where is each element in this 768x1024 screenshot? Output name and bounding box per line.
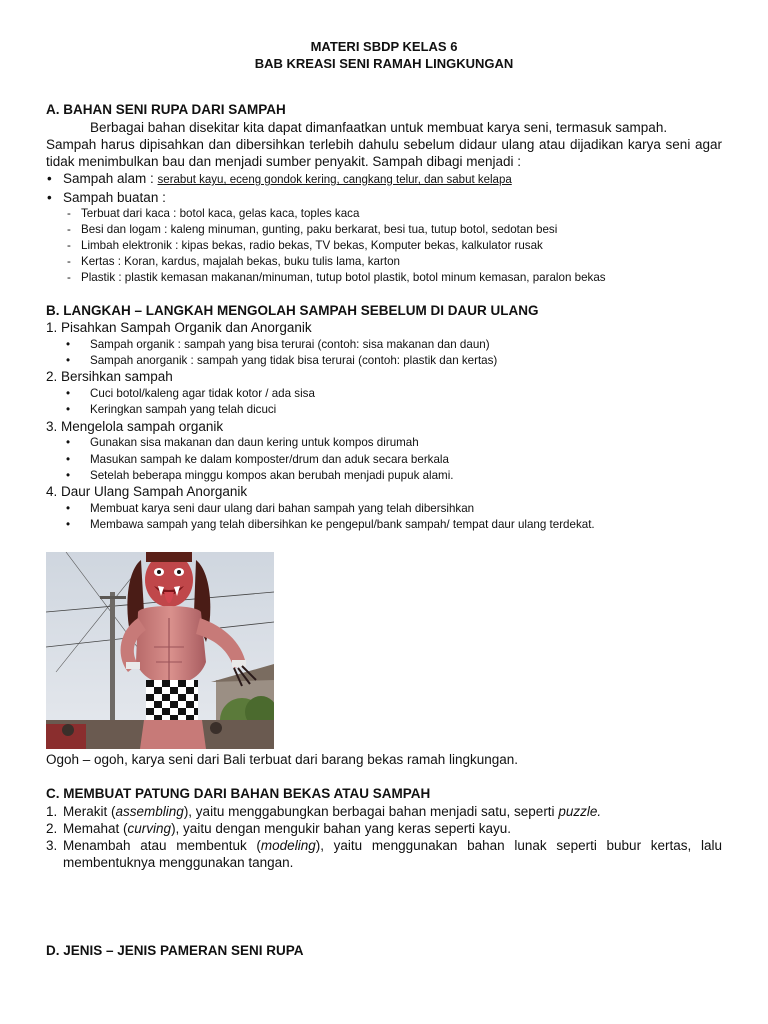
sampah-alam-items: serabut kayu, eceng gondok kering, cangkang telur, dan sabut kelapa <box>157 174 512 186</box>
ogoh-ogoh-photo <box>46 552 274 749</box>
method-item <box>46 820 722 837</box>
method-text: Menambah atau membentuk ( <box>63 837 261 853</box>
document-title-line2: BAB KREASI SENI RAMAH LINGKUNGAN <box>254 56 514 71</box>
method-text: ), yaitu dengan mengukir bahan yang keras seperti kayu. <box>171 820 512 836</box>
section-b-heading: B. LANGKAH – LANGKAH MENGOLAH SAMPAH SEBELUM DI DAUR ULANG <box>46 303 539 318</box>
method-number: 1. <box>46 803 58 819</box>
step-item: • Masukan sampah ke dalam komposter/drum dan aduk secara berkala <box>46 452 722 468</box>
sampah-buatan-item: - Plastik : plastik kemasan makanan/minuman, tutup botol plastik, botol minum kemasan, paralon bekas <box>46 270 722 286</box>
method-number: 2. <box>46 820 58 836</box>
step-item: • Keringkan sampah yang telah dicuci <box>46 402 722 418</box>
sampah-buatan-item: - Limbah elektronik : kipas bekas, radio bekas, TV bekas, Komputer bekas, kalkulator rusak <box>46 238 722 254</box>
ogoh-ogoh-illustration <box>46 552 274 749</box>
step-item: • Sampah organik : sampah yang bisa terurai (contoh: sisa makanan dan daun) <box>46 337 722 353</box>
step-title: 1. Pisahkan Sampah Organik dan Anorganik <box>46 320 312 335</box>
document-title-line1: MATERI SBDP KELAS 6 <box>310 39 458 54</box>
method-text: ), yaitu menggabungkan berbagai bahan menjadi satu, seperti <box>183 803 559 819</box>
sampah-alam-label: Sampah alam : <box>63 171 158 186</box>
method-item <box>46 803 722 820</box>
section-d-heading: D. JENIS – JENIS PAMERAN SENI RUPA <box>46 942 304 958</box>
step-item: • Membawa sampah yang telah dibersihkan ke pengepul/bank sampah/ tempat daur ulang terdekat. <box>46 517 722 533</box>
photo-caption: Ogoh – ogoh, karya seni dari Bali terbuat dari barang bekas ramah lingkungan. <box>46 751 519 767</box>
method-item <box>46 837 722 871</box>
sampah-buatan-item: - Besi dan logam : kaleng minuman, gunting, paku berkarat, besi tua, tutup botol, sedotan besi <box>46 222 722 238</box>
step-title: 4. Daur Ulang Sampah Anorganik <box>46 484 248 500</box>
method-term: modeling <box>260 837 316 853</box>
method-number: 3. <box>46 837 58 853</box>
step-title: 2. Bersihkan sampah <box>46 369 173 385</box>
section-a-paragraph-1: Berbagai bahan disekitar kita dapat dimanfaatkan untuk membuat karya seni, termasuk sampah. <box>90 120 668 135</box>
method-term: curving <box>127 820 172 836</box>
method-text: Memahat ( <box>63 820 128 836</box>
step-title: 3. Mengelola sampah organik <box>46 418 224 434</box>
method-term: assembling <box>115 803 184 819</box>
step-item: • Sampah anorganik : sampah yang tidak bisa terurai (contoh: plastik dan kertas) <box>46 353 722 369</box>
section-a-paragraph-2: Sampah harus dipisahkan dan dibersihkan terlebih dahulu sebelum didaur ulang atau dijadikan karya seni agar tidak menimbulkan bau dan menjadi sumber penyakit. Sampah dibagi menjadi : <box>46 137 722 169</box>
method-term: puzzle. <box>558 803 602 819</box>
step-item: • Setelah beberapa minggu kompos akan berubah menjadi pupuk alami. <box>46 468 722 484</box>
step-item: • Cuci botol/kaleng agar tidak kotor / ada sisa <box>46 386 722 402</box>
method-text: Merakit ( <box>63 803 116 819</box>
method-text: ), yaitu menggunakan bahan lunak seperti bubur kertas, lalu membentuknya menggunakan tangan. <box>63 837 722 870</box>
section-c-heading: C. MEMBUAT PATUNG DARI BAHAN BEKAS ATAU SAMPAH <box>46 785 431 801</box>
list-item-sampah-alam <box>46 170 722 189</box>
section-a-heading: A. BAHAN SENI RUPA DARI SAMPAH <box>46 102 286 117</box>
step-item: • Gunakan sisa makanan dan daun kering untuk kompos dirumah <box>46 435 722 451</box>
sampah-buatan-item: - Kertas : Koran, kardus, majalah bekas, buku tulis lama, karton <box>46 254 722 270</box>
document-page <box>46 38 722 960</box>
step-item: • Membuat karya seni daur ulang dari bahan sampah yang telah dibersihkan <box>46 501 722 517</box>
sampah-buatan-item: - Terbuat dari kaca : botol kaca, gelas kaca, toples kaca <box>46 206 722 222</box>
list-item-sampah-buatan: • Sampah buatan : <box>46 189 722 206</box>
